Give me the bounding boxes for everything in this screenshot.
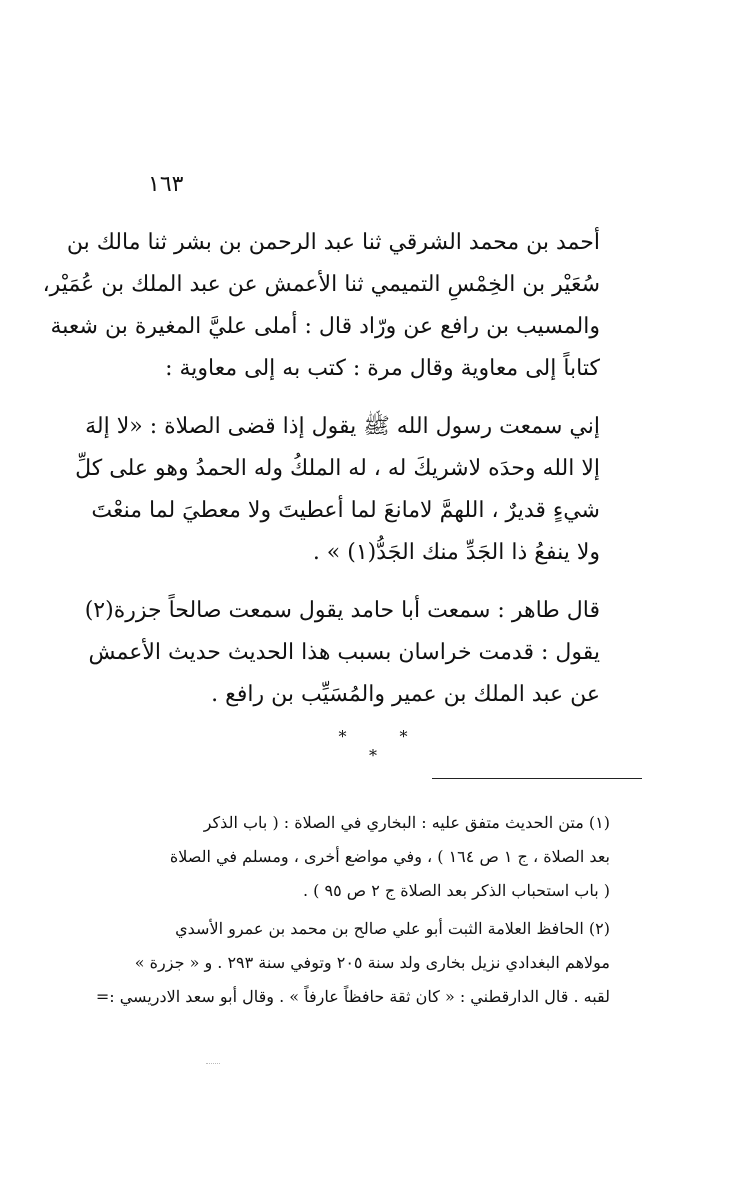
footnote-2 bbox=[95, 912, 610, 1014]
section-separator-stars: * * * bbox=[338, 727, 432, 765]
footnote-line: مولاهم البغدادي نزيل بخارى ولد سنة ٢٠٥ وتوفي سنة ٢٩٣ . و « جزرة » bbox=[134, 953, 610, 972]
text-line: سُعَيْر بن الخِمْسِ التميمي ثنا الأعمش عن عبد الملك بن عُمَيْر، bbox=[42, 272, 600, 297]
text-line: ولا ينفعُ ذا الجَدِّ منك الجَدُّ(١) » . bbox=[312, 540, 600, 565]
paragraph-gap bbox=[135, 574, 600, 590]
footnote-line: بعد الصلاة ، ج ١ ص ١٦٤ ) ، وفي مواضع أخرى ، ومسلم في الصلاة bbox=[169, 847, 610, 866]
paragraph-hadith bbox=[75, 406, 600, 574]
paragraph-gap bbox=[135, 390, 600, 406]
footnote-line: (١) متن الحديث متفق عليه : البخاري في الصلاة : ( باب الذكر bbox=[203, 813, 610, 832]
paragraph-tahir bbox=[84, 590, 600, 716]
main-text bbox=[42, 222, 600, 716]
paragraph-isnad bbox=[42, 222, 600, 390]
text-line: كتاباً إلى معاوية وقال مرة : كتب به إلى معاوية : bbox=[165, 356, 600, 381]
footnote-1 bbox=[135, 806, 610, 908]
text-line: أحمد بن محمد الشرقي ثنا عبد الرحمن بن بشر ثنا مالك بن bbox=[66, 230, 600, 255]
text-line: يقول : قدمت خراسان بسبب هذا الحديث حديث الأعمش bbox=[88, 640, 600, 665]
footnote-line: لقبه . قال الدارقطني : « كان ثقة حافظاً عارفاً » . وقال أبو سعد الادريسي := bbox=[95, 987, 610, 1006]
text-line: إلا الله وحدَه لاشريكَ له ، له الملكُ وله الحمدُ وهو على كلِّ bbox=[75, 456, 600, 481]
footnote-line: (٢) الحافظ العلامة الثبت أبو علي صالح بن محمد بن عمرو الأسدي bbox=[175, 919, 610, 938]
footnote-divider bbox=[432, 778, 642, 779]
text-line: شيءٍ قديرٌ ، اللهمَّ لامانعَ لما أعطيتَ ولا معطيَ لما منعْتَ bbox=[91, 498, 600, 523]
text-line: عن عبد الملك بن عمير والمُسَيِّب بن رافع . bbox=[211, 682, 600, 707]
footnote-line: ( باب استحباب الذكر بعد الصلاة ج ٢ ص ٩٥ ) . bbox=[303, 881, 610, 900]
scan-smudge bbox=[206, 1063, 220, 1066]
text-line: والمسيب بن رافع عن ورّاد قال : أملى عليَّ المغيرة بن شعبة bbox=[50, 314, 600, 339]
footnotes bbox=[95, 806, 610, 1014]
text-line: قال طاهر : سمعت أبا حامد يقول سمعت صالحاً جزرة(٢) bbox=[84, 598, 600, 623]
page-number: ١٦٣ bbox=[148, 172, 184, 197]
text-line: إني سمعت رسول الله ﷺ يقول إذا قضى الصلاة : «لا إلهَ bbox=[85, 414, 600, 439]
